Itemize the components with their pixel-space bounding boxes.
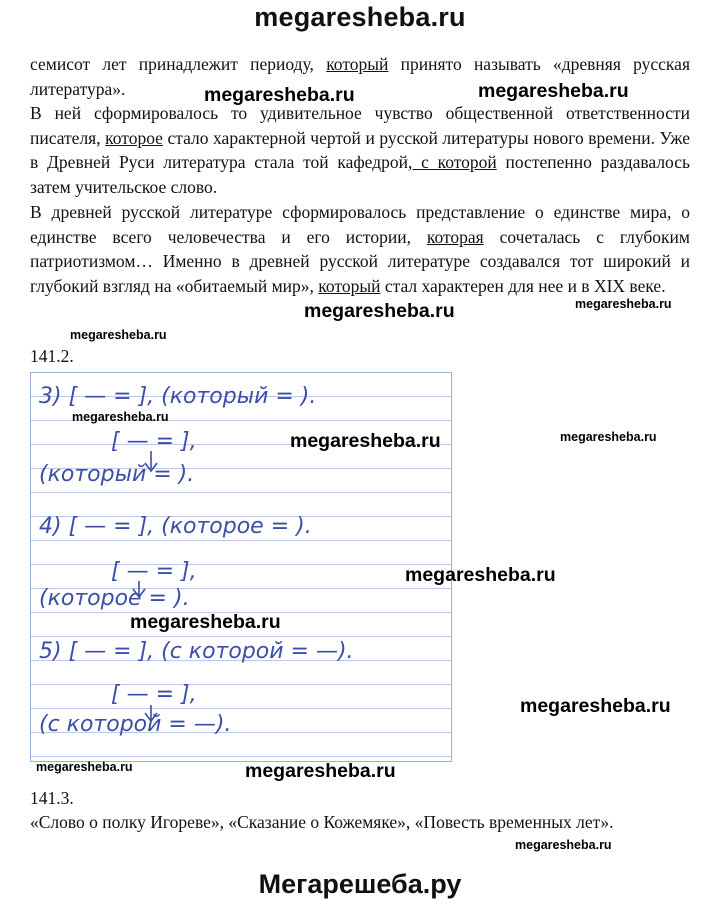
p2-underlined: которое: [105, 127, 163, 148]
site-header[interactable]: megaresheba.ru: [254, 2, 466, 32]
scheme-line-3: 3) [ — = ], (который = ).: [39, 384, 317, 409]
watermark: megaresheba.ru: [290, 430, 441, 452]
watermark: megaresheba.ru: [478, 80, 629, 102]
scheme-line-4b: (которое = ).: [39, 586, 190, 611]
watermark: megaresheba.ru: [304, 300, 455, 322]
scheme-line-3b: (который = ).: [39, 462, 195, 487]
p3-underlined: которая: [426, 226, 484, 247]
p3-underlined-2: который: [318, 275, 381, 296]
paragraph-3: [30, 200, 690, 298]
watermark: megaresheba.ru: [405, 564, 556, 586]
watermark: megaresheba.ru: [520, 695, 671, 717]
p1-underlined: который: [326, 54, 389, 74]
scheme-line-5b: (с которой = —).: [39, 712, 232, 737]
p1-text-a: семисот лет принадлежит периоду,: [30, 54, 327, 74]
scheme-line-4-bracket: [ — = ],: [111, 559, 197, 584]
paragraph-2: [30, 101, 690, 199]
watermark-small: megaresheba.ru: [575, 297, 672, 311]
section-141-3: 141.3.: [30, 788, 74, 808]
p3-text-c: стал характерен для нее и в XIX веке.: [380, 275, 666, 296]
section-141-2: 141.2.: [30, 346, 74, 366]
watermark: megaresheba.ru: [245, 760, 396, 782]
p2-underlined-2: , с которой: [407, 152, 497, 172]
watermark: megaresheba.ru: [204, 84, 355, 106]
watermark-small: megaresheba.ru: [515, 838, 612, 852]
p2-text-c: постепенно раздавалось затем учительское слово.: [30, 152, 690, 197]
answer-141-3: «Слово о полку Игореве», «Сказание о Кожемяке», «Повесть временных лет».: [30, 812, 614, 832]
p1-text-b: принято называть «древняя русская литература».: [30, 54, 690, 99]
watermark-small: megaresheba.ru: [70, 328, 167, 342]
p3-text-a: В древней русской литературе сформировалось представление о единстве мира, о единстве всего человечества и его истории,: [30, 202, 690, 247]
scheme-line-5-bracket: [ — = ],: [111, 682, 197, 707]
p2-text-a: В ней сформировалось то удивительное чувство общественной ответственности писателя,: [30, 103, 690, 148]
watermark-small: megaresheba.ru: [560, 430, 657, 444]
p2-text-b: стало характерной чертой и русской литературы нового времени. Уже в Древней Руси литература стала той кафедрой: [30, 127, 690, 172]
scheme-line-3-bracket: [ — = ],: [111, 429, 197, 454]
watermark-small: megaresheba.ru: [72, 410, 169, 424]
footer-brand[interactable]: Мегарешеба.ру: [258, 869, 462, 899]
p3-text-b: сочеталась с глубоким патриотизмом… Именно в древней русской литературе создавался тот широкий и глубокий взгляд на «обитаемый мир»,: [30, 226, 690, 296]
scheme-line-4: 4) [ — = ], (которое = ).: [39, 514, 312, 539]
watermark-small: megaresheba.ru: [36, 760, 133, 774]
scheme-line-5: 5) [ — = ], (с которой = —).: [39, 639, 354, 664]
watermark: megaresheba.ru: [130, 611, 281, 633]
